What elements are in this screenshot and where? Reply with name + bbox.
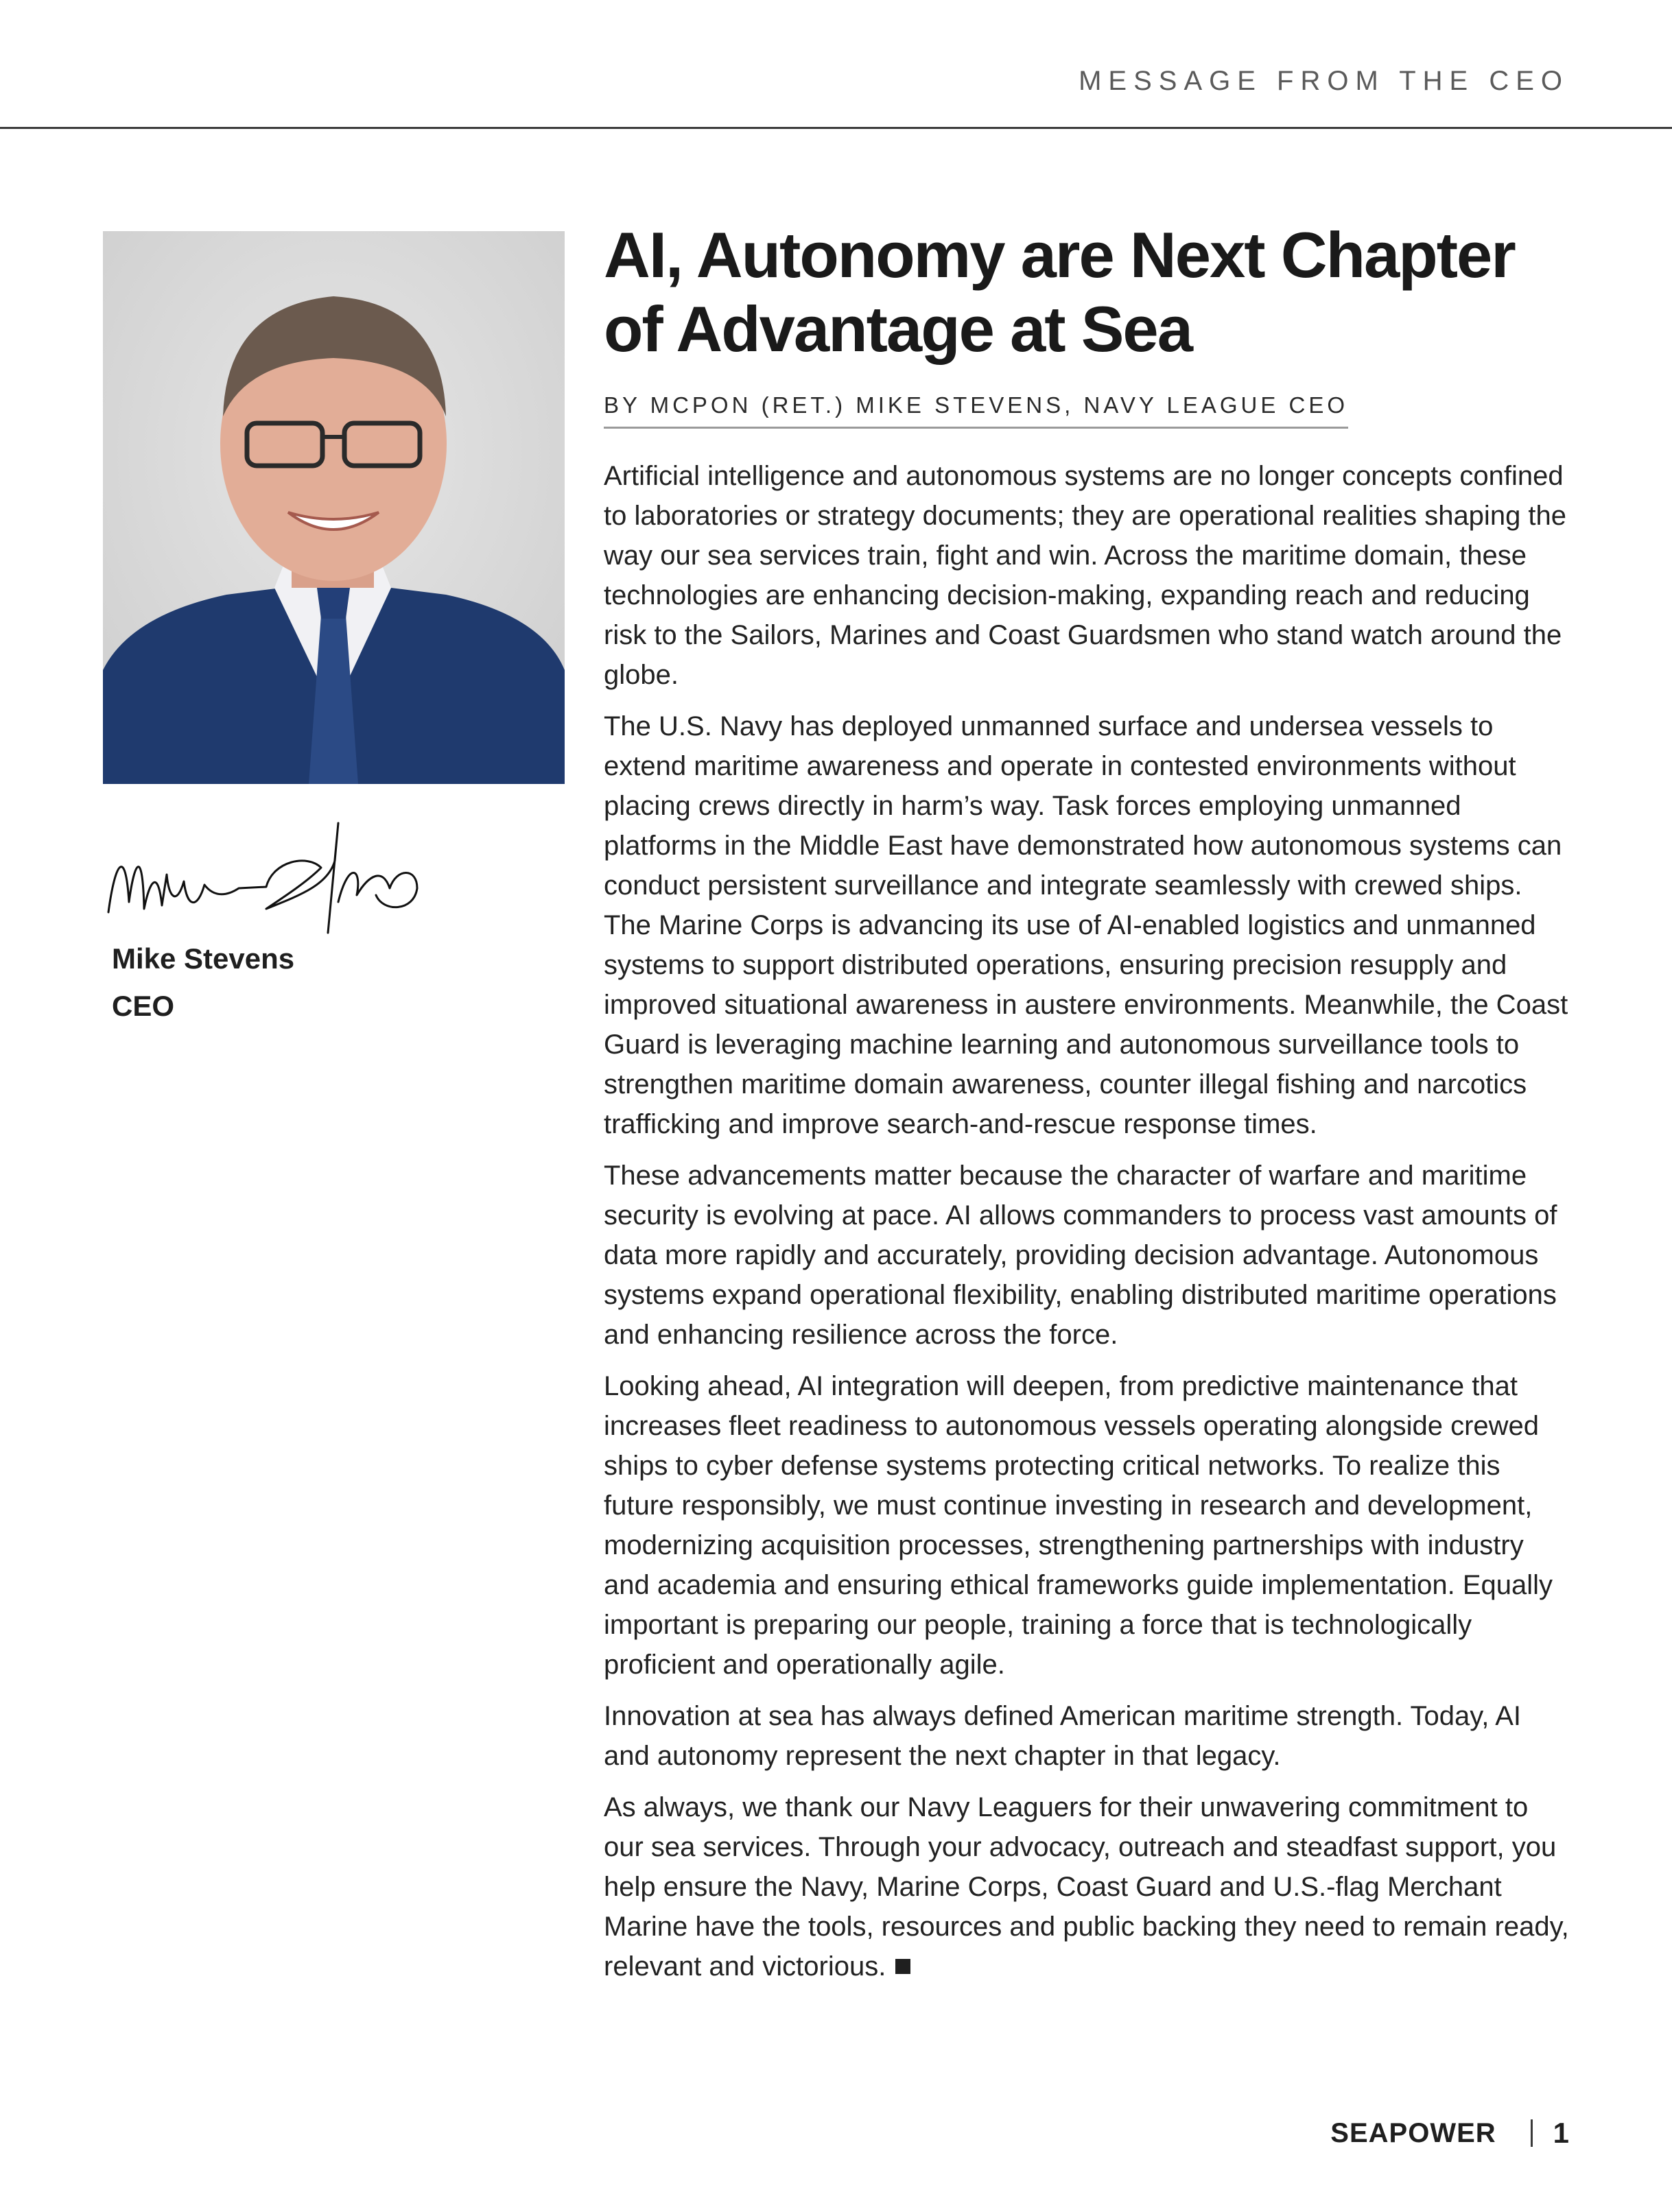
publication-name: SEAPOWER xyxy=(1330,2117,1496,2148)
footer-divider xyxy=(1531,2119,1533,2147)
section-label: MESSAGE FROM THE CEO xyxy=(1079,66,1569,96)
paragraph-2: The U.S. Navy has deployed unmanned surface and undersea vessels to extend maritime awareness and operate in contested environments without placing crews directly in harm’s way. Task forces employing unmanned platforms in the Middle East have demonstrated how autonomous systems can conduct persistent surveillance and integrate seamlessly with crewed ships. The Marine Corps is advancing its use of AI-enabled logistics and unmanned systems to support distributed operations, ensuring precision resupply and improved situational awareness in austere environments. Meanwhile, the Coast Guard is leveraging machine learning and autonomous surveillance tools to strengthen maritime domain awareness, counter illegal fishing and narcotics trafficking and improve search-and-rescue response times. xyxy=(604,711,1568,1139)
paragraph-4: Looking ahead, AI integration will deepen, from predictive maintenance that increases fleet readiness to autonomous vessels operating alongside crewed ships to cyber defense systems protecting critical networks. To realize this future responsibly, we must continue investing in research and development, modernizing acquisition processes, strengthening partnerships with industry and academia and ensuring ethical frameworks guide implementation. Equally important is preparing our people, training a force that is technologically proficient and operationally agile. xyxy=(604,1371,1553,1680)
ceo-portrait xyxy=(103,231,565,784)
ceo-signature xyxy=(102,820,424,936)
end-mark-icon xyxy=(895,1959,910,1974)
article-column xyxy=(604,218,1571,1998)
header-divider xyxy=(0,127,1672,129)
author-title: CEO xyxy=(112,990,175,1022)
paragraph-6 xyxy=(604,1787,1571,1986)
author-name: Mike Stevens xyxy=(112,942,295,975)
page-footer xyxy=(1330,2113,1569,2154)
paragraph-3: These advancements matter because the character of warfare and maritime security is evolving at pace. AI allows commanders to process vast amounts of data more rapidly and accurately, providing decision advantage. Autonomous systems expand operational flexibility, enabling distributed maritime operations and enhancing resilience across the force. xyxy=(604,1161,1557,1350)
article-headline: AI, Autonomy are Next Chapter of Advantage at Sea xyxy=(604,219,1515,365)
article-body xyxy=(604,456,1571,1986)
paragraph-1: Artificial intelligence and autonomous systems are no longer concepts confined to laboratories or strategy documents; they are operational realities shaping the way our sea services train, fight and win. Across the maritime domain, these technologies are enhancing decision-making, expanding reach and reducing risk to the Sailors, Marines and Coast Guardsmen who stand watch around the globe. xyxy=(604,461,1567,690)
page-number: 1 xyxy=(1553,2117,1569,2149)
article-byline: BY MCPON (RET.) MIKE STEVENS, NAVY LEAGUE CEO xyxy=(604,392,1348,429)
paragraph-5: Innovation at sea has always defined American maritime strength. Today, AI and autonomy represent the next chapter in that legacy. xyxy=(604,1701,1522,1771)
paragraph-6-text: As always, we thank our Navy Leaguers for their unwavering commitment to our sea services. Through your advocacy, outreach and steadfast support, you help ensure the Navy, Marine Corps, Coast Guard and U.S.-flag Merchant Marine have the tools, resources and public backing they need to remain ready, relevant and victorious. xyxy=(604,1792,1569,1982)
